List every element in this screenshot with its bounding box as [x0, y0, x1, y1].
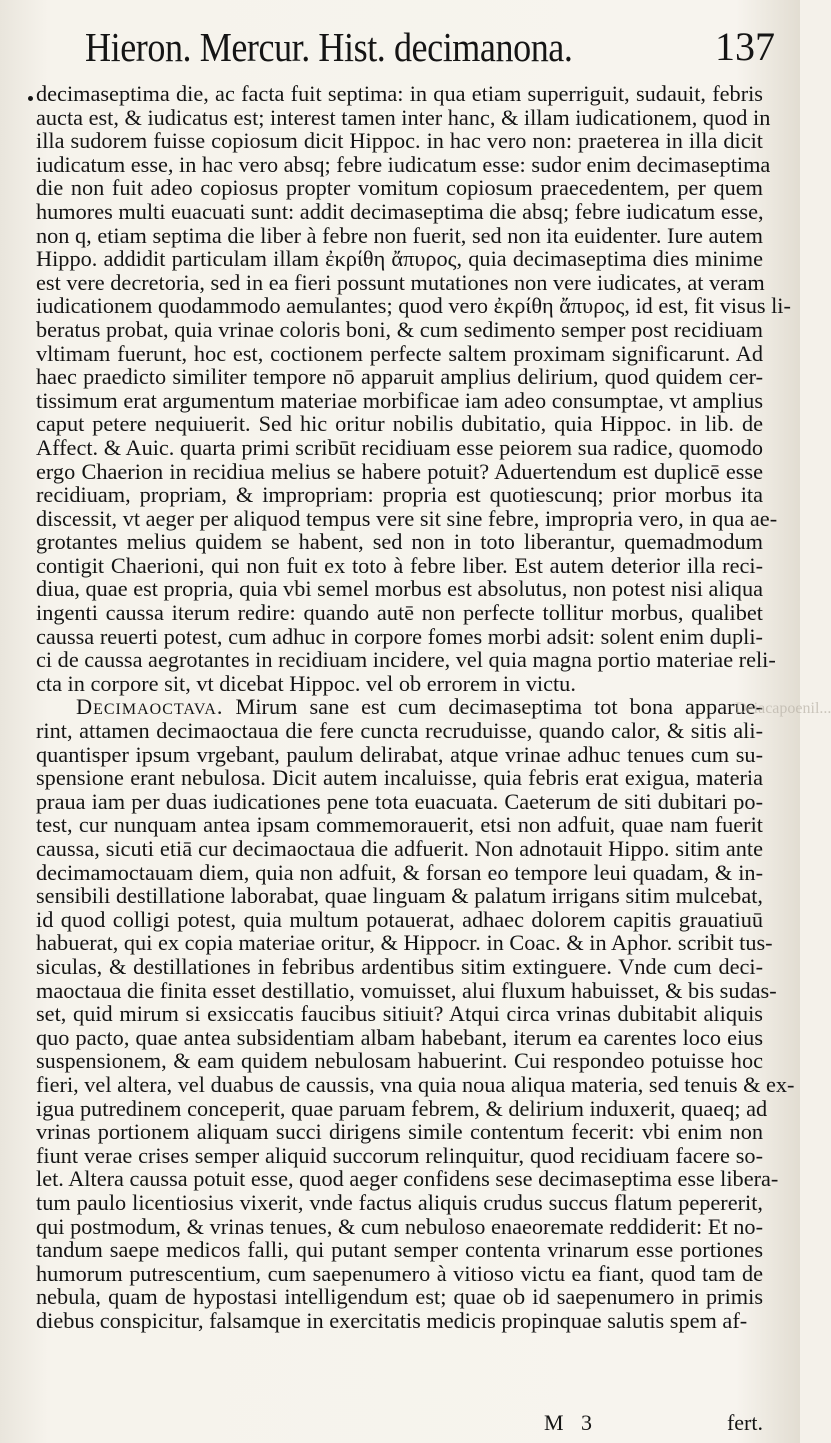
text-line: sensibili destillatione laborabat, quae linguam & palatum irrigans sitim mulcebat, — [36, 883, 763, 909]
page-footer — [36, 1410, 763, 1438]
text-line: contigit Chaerioni, qui non fuit ex toto à febre liber. Est autem deterior illa reci- — [36, 552, 763, 578]
text-line: est vere decretoria, sed in ea fieri possunt mutationes non vere iudicates, at veram — [36, 269, 765, 295]
text-line: qui postmodum, & vrinas tenues, & cum nebuloso enaeoremate reddiderit: Et no- — [36, 1213, 763, 1239]
text-line: siculas, & destillationes in febribus ardentibus sitim extinguere. Vnde cum deci- — [36, 953, 763, 979]
page-number: 137 — [715, 24, 775, 69]
text-line: discessit, vt aeger per aliquod tempus vere sit sine febre, impropria vero, in qua ae- — [36, 505, 778, 531]
text-line: ergo Chaerion in recidiua melius se habere potuit? Aduertendum est duplicē esse — [36, 458, 763, 484]
text-line: die non fuit adeo copiosus propter vomitum copiosum praecedentem, per quem — [36, 175, 763, 201]
text-line: diua, quae est propria, quia vbi semel morbus est absolutus, non potest nisi aliqua — [36, 576, 764, 602]
text-line: non q, etiam septima die liber à febre non fuerit, sed non ita euidenter. Iure autem — [36, 222, 763, 248]
text-line: set, quid mirum si exsiccatis faucibus sitiuit? Atqui circa vrinas dubitabit aliquis — [36, 1001, 763, 1027]
text-line: grotantes melius quidem se habent, sed non in toto liberantur, quemadmodum — [36, 529, 763, 555]
text-line: praua iam per duas iudicationes pene tota euacuata. Caeterum de siti dubitari po- — [36, 788, 763, 814]
text-line: igua putredinem conceperit, quae paruam febrem, & delirium induxerit, quaeq; ad — [36, 1095, 768, 1121]
text-line: beratus probat, quia vrinae coloris boni, & cum sedimento semper post recidiuam — [36, 316, 763, 342]
running-head — [85, 22, 775, 72]
text-line: iudicatum esse, in hac vero absq; febre iudicatum esse: sudor enim decimaseptima — [36, 151, 771, 177]
text-line: spensione erant nebulosa. Dicit autem incaluisse, quia febris erat exigua, materia — [36, 765, 763, 791]
text-line: test, cur nunquam antea ipsam commemorauerit, etsi non adfuit, quae nam fuerit — [36, 812, 763, 838]
text-line: tandum saepe medicos falli, qui putant semper contenta vrinarum esse portiones — [36, 1237, 763, 1263]
text-line: ci de caussa aegrotantes in recidiuam incidere, vel quia magna portio materiae reli- — [36, 647, 776, 673]
text-line: iudicationem quodammodo aemulantes; quod vero ἐκρίθη ἄπυρος, id est, fit visus li- — [36, 293, 791, 319]
text-line: caput petere nequiuerit. Sed hic oritur nobilis dubitatio, quia Hippoc. in lib. de — [36, 411, 763, 437]
text-line: recidiuam, propriam, & impropriam: propria est quotiescunq; prior morbus ita — [36, 482, 763, 508]
signature-mark: M 3 — [544, 1410, 599, 1435]
text-line: ingenti caussa iterum redire: quando autē non perfecte tollitur morbus, qualibet — [36, 600, 763, 626]
text-line: caussa, sicuti etiā cur decimaoctaua die adfuerit. Non adnotauit Hippo. sitim ante — [36, 836, 763, 861]
text-line: decimamoctauam diem, quia non adfuit, & forsan eo tempore leui quadam, & in- — [36, 859, 763, 885]
text-line: aucta est, & iudicatus est; interest tamen inter hanc, & illam iudicationem, quod in — [36, 104, 771, 130]
text-line: tum paulo licentiosius vixerit, vnde factus aliquis crudus succus flatum pepererit, — [36, 1189, 763, 1215]
bleed-through-text: Deiacapoenil... — [735, 700, 831, 717]
running-title: Hieron. Mercur. Hist. decimanona. — [85, 24, 573, 70]
text-line: quantisper ipsum vrgebant, paulum delirabat, atque vrinae adhuc tenues cum su- — [36, 741, 763, 767]
section-text: Mirum sane est cum decimaseptima tot bona apparue- — [235, 694, 763, 720]
text-line: haec praedicto similiter tempore nō apparuit amplius delirium, quod quidem cer- — [36, 364, 763, 390]
text-line: tissimum erat argumentum materiae morbificae iam adeo consumptae, vt amplius — [36, 387, 763, 413]
margin-mark — [28, 96, 33, 101]
catchword: fert. — [726, 1410, 763, 1435]
text-line: caussa reuerti potest, cum adhuc in corpore fomes morbi adsit: solent enim dupli- — [36, 623, 763, 649]
text-line: vrinas portionem aliquam succi dirigens simile contentum fecerit: vbi enim non — [36, 1119, 763, 1145]
text-line: illa sudorem fuisse copiosum dicit Hippoc. in hac vero non: praeterea in illa dicit — [36, 128, 763, 154]
section-first-line — [36, 695, 763, 719]
text-line: cta in corpore sit, vt dicebat Hippoc. vel ob errorem in victu. — [36, 670, 576, 696]
text-line: humorum putrescentium, cum saepenumero à vitioso victu ea fiant, quod tam de — [36, 1260, 763, 1286]
text-line: fieri, vel altera, vel duabus de caussis, vna quia noua aliqua materia, sed tenuis & ex- — [36, 1071, 795, 1097]
text-line: humores multi euacuati sunt: addit decimaseptima die absq; febre iudicatum esse, — [36, 198, 764, 224]
text-line: vltimam fuerunt, hoc est, coctionem perfecte saltem proximam significarunt. Ad — [36, 340, 763, 366]
text-line: nebula, quam de hypostasi intelligendum est; quae ob id saepenumero in primis — [36, 1284, 763, 1310]
text-line: suspensionem, & eam quidem nebulosam habuerint. Cui respondeo potuisse hoc — [36, 1048, 763, 1074]
text-line: quo pacto, quae antea subsidentiam albam habebant, iterum ea carentes loco eius — [36, 1024, 763, 1050]
text-line: habuerat, qui ex copia materiae oritur, & Hippocr. in Coac. & in Aphor. scribit tus- — [36, 930, 773, 956]
text-line: id quod colligi potest, quia multum potauerat, adhaec dolorem capitis grauatiuū — [36, 906, 763, 932]
text-line: diebus conspicitur, falsamque in exercitatis medicis propinquae salutis spem af- — [36, 1307, 748, 1333]
text-line: rint, attamen decimaoctaua die fere cuncta recruduisse, quando calor, & sitis ali- — [36, 718, 763, 744]
text-line: Hippo. addidit particulam illam ἐκρίθη ἄπυρος, quia decimaseptima dies minime — [36, 246, 763, 272]
text-line: let. Altera caussa potuit esse, quod aeger confidens sese decimaseptima esse libera- — [36, 1166, 779, 1192]
text-line: decimaseptima die, ac facta fuit septima: in qua etiam superriguit, sudauit, febris — [36, 81, 763, 106]
text-line: fiunt verae crises semper aliquid succorum relinquitur, quod recidiuam facere so- — [36, 1142, 763, 1168]
text-line: maoctaua die finita esset destillatio, vomuisset, alui fluxum habuisset, & bis sudas- — [36, 977, 777, 1003]
section-label: Decimaoctava. — [76, 694, 224, 720]
text-line: Affect. & Auic. quarta primi scribūt recidiuam esse peiorem sua radice, quomodo — [36, 434, 763, 460]
